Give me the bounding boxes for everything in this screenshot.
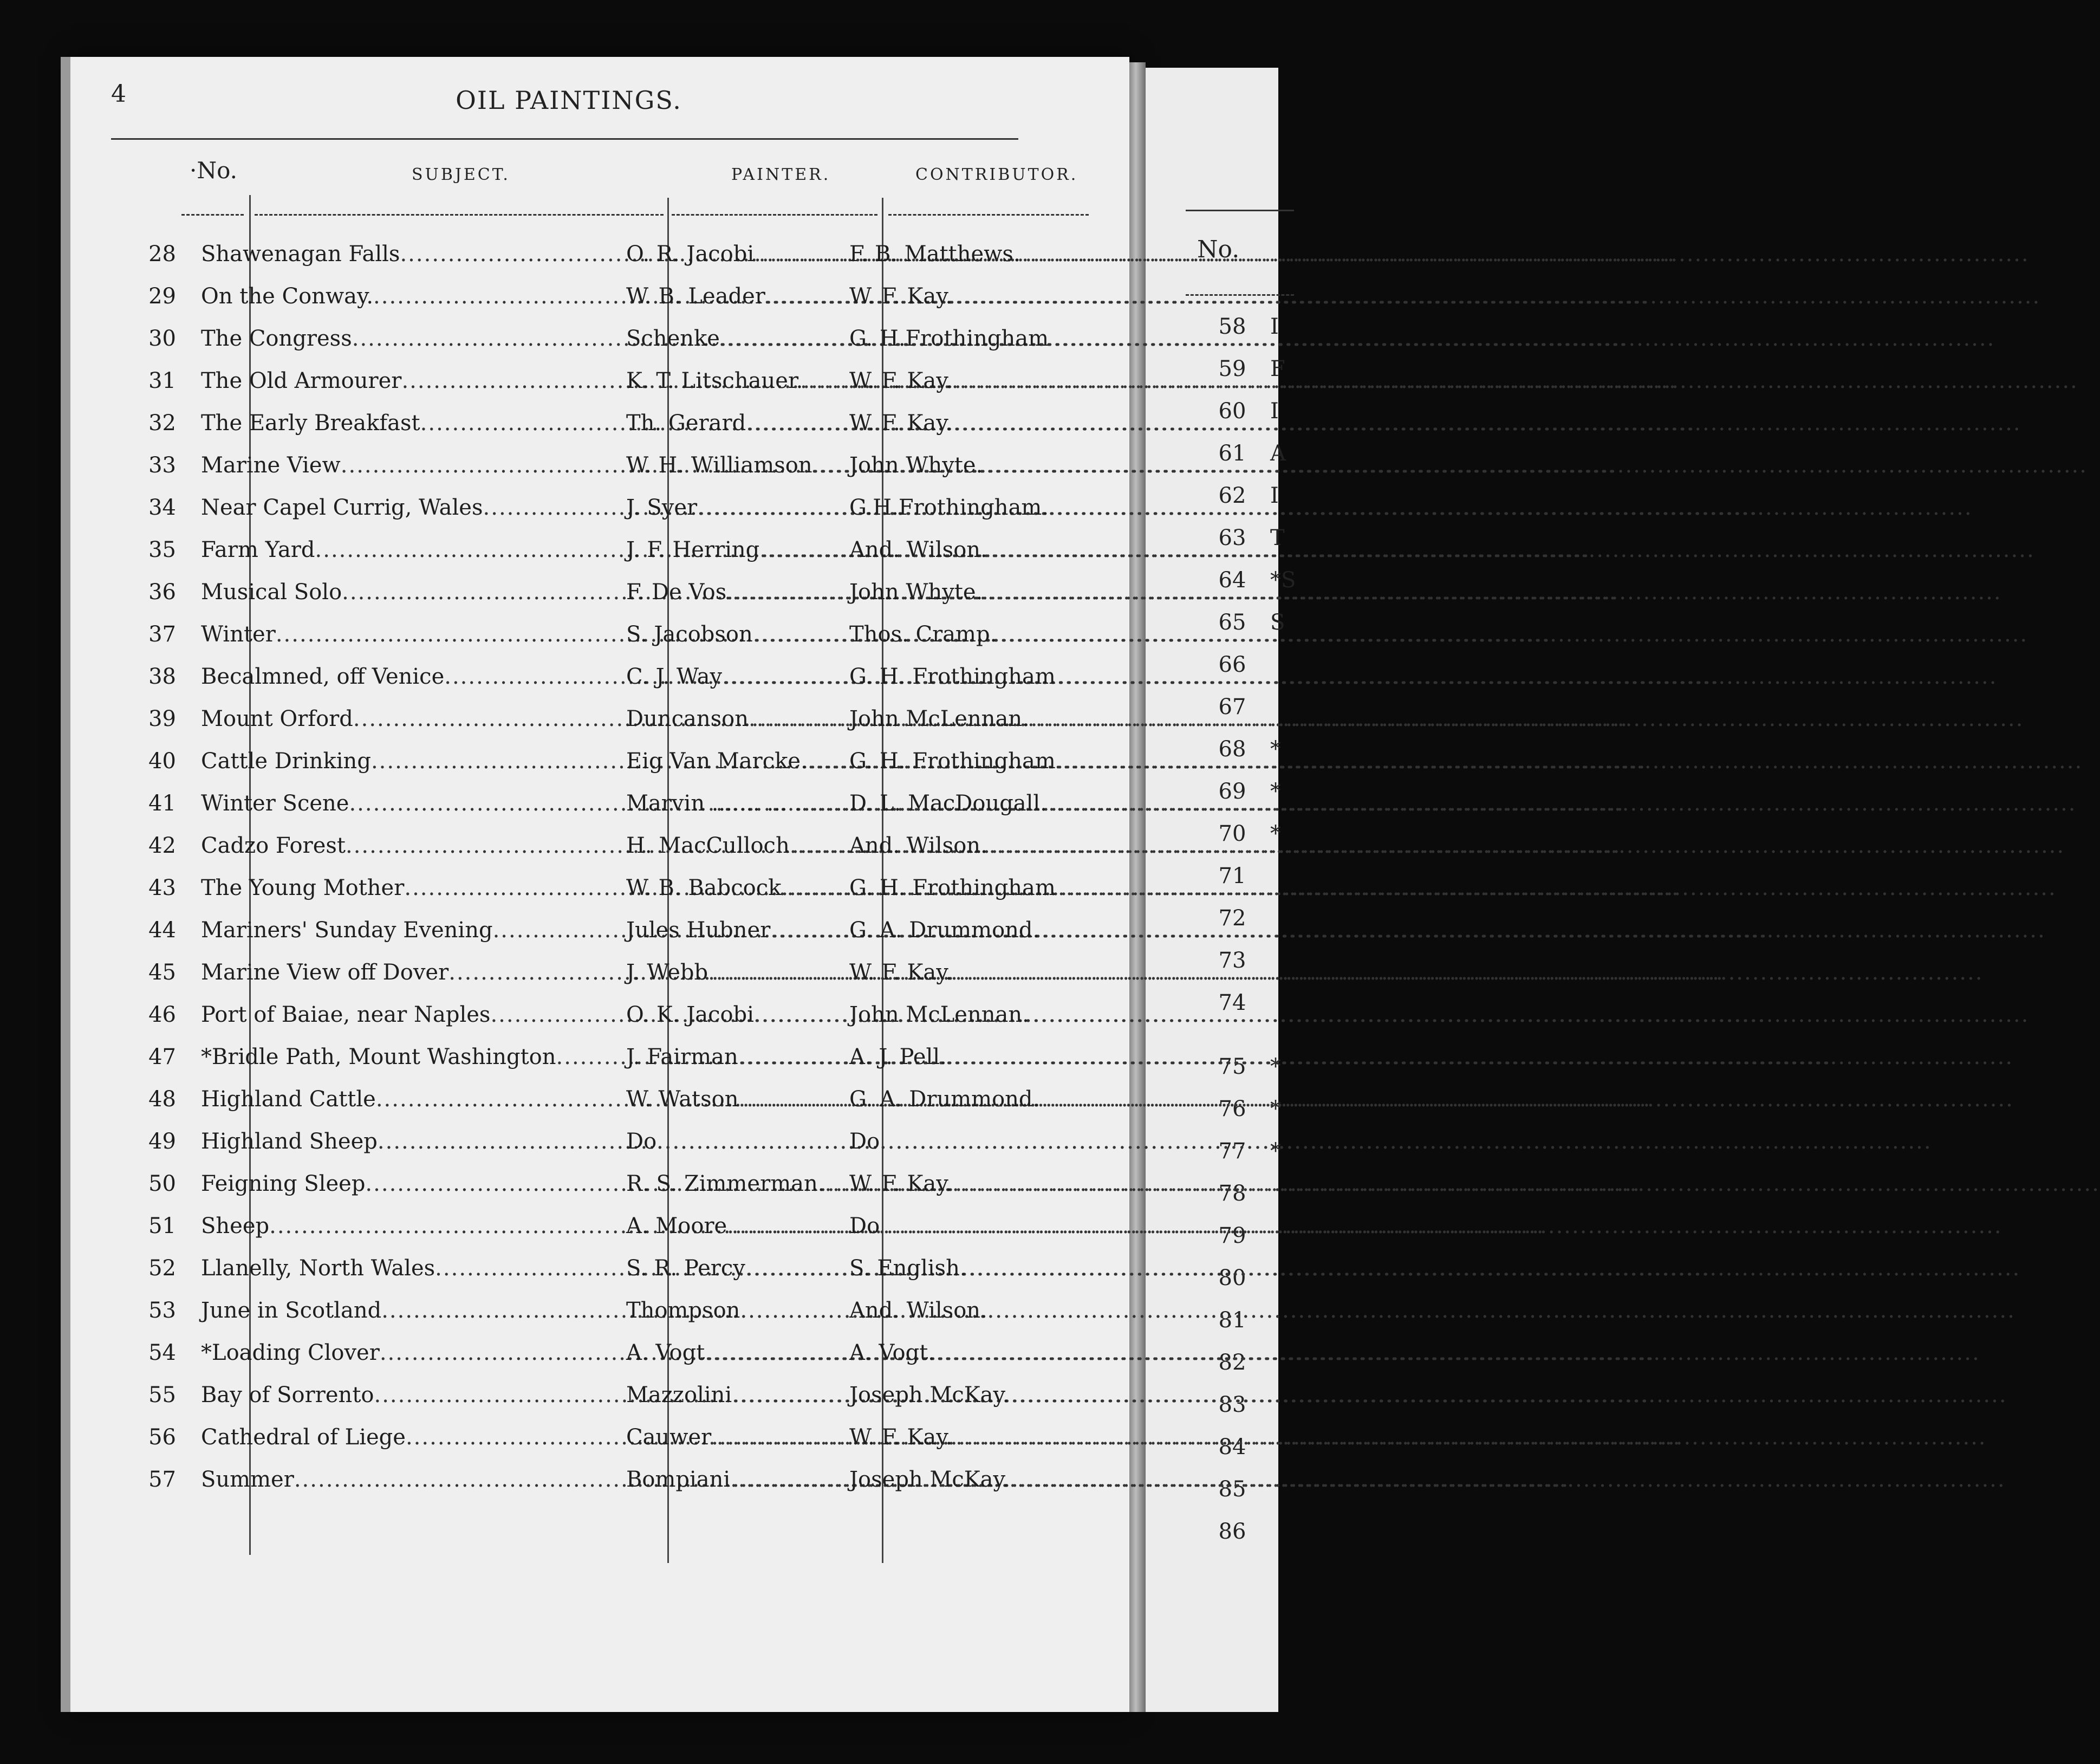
row-subject-cell	[189, 571, 615, 613]
row-painter: F. De Vos	[626, 580, 727, 605]
row-painter-cell	[615, 994, 837, 1036]
title-rule	[111, 138, 1018, 140]
header-dash	[181, 214, 244, 216]
row-subject-cell	[189, 1163, 615, 1205]
row-subject-cell	[189, 529, 615, 571]
table-row	[116, 1120, 1052, 1163]
row-subject: Cathedral of Liege	[201, 1425, 406, 1450]
row-painter-cell	[615, 1374, 837, 1416]
table-row	[116, 1036, 1052, 1078]
row-number: 44	[148, 918, 176, 943]
facing-row-number: 69	[1218, 779, 1246, 804]
row-painter: J. Syer	[626, 495, 698, 520]
row-contributor: G. A. Drummond.	[849, 918, 1040, 943]
row-subject: *Bridle Path, Mount Washington	[201, 1045, 556, 1069]
leader-dots	[803, 368, 2078, 393]
row-painter-cell	[615, 1120, 837, 1163]
row-subject-cell	[189, 275, 615, 317]
row-painter: O. K. Jacobi	[626, 1002, 754, 1027]
row-number: 53	[148, 1298, 176, 1323]
facing-row-number: 61	[1218, 441, 1246, 466]
table-row	[116, 698, 1052, 740]
row-number: 49	[148, 1129, 176, 1154]
row-painter-cell	[615, 656, 837, 698]
row-painter-cell	[615, 487, 837, 529]
table-row	[116, 317, 1052, 360]
row-painter: W. H. Williamson	[626, 453, 812, 478]
table-row	[116, 1247, 1052, 1289]
row-painter-cell	[615, 360, 837, 402]
row-painter-cell	[615, 233, 837, 275]
header-dash	[255, 214, 664, 216]
facing-row-number: 78	[1218, 1181, 1246, 1206]
table-row	[116, 275, 1052, 317]
row-subject: June in Scotland	[201, 1298, 382, 1323]
row-contributor: John Whyte.	[849, 453, 983, 478]
table-row	[116, 782, 1052, 825]
row-subject-cell	[189, 1289, 615, 1332]
row-subject-cell	[189, 867, 615, 909]
table-row	[116, 909, 1052, 951]
row-painter-cell	[615, 1332, 837, 1374]
facing-row-number: 67	[1218, 695, 1246, 719]
header-dash	[672, 214, 877, 216]
row-painter: Duncanson	[626, 706, 749, 731]
facing-row-number: 83	[1218, 1392, 1246, 1417]
row-number: 48	[148, 1087, 176, 1112]
table-row	[116, 1332, 1052, 1374]
row-painter-cell	[615, 529, 837, 571]
row-subject-cell	[189, 656, 615, 698]
header-painter: PAINTER.	[731, 165, 831, 184]
row-painter-cell	[615, 444, 837, 487]
row-subject: Highland Cattle	[201, 1087, 376, 1112]
row-painter-cell	[615, 317, 837, 360]
table-row	[116, 613, 1052, 656]
facing-page-no-header: No.	[1197, 236, 1240, 263]
row-number: 29	[148, 284, 176, 309]
row-subject-cell	[189, 487, 615, 529]
row-painter: Schenke	[626, 326, 720, 351]
row-number: 47	[148, 1045, 176, 1069]
row-subject-cell	[189, 233, 615, 275]
row-contributor: W. F. Kay.	[849, 284, 953, 309]
row-subject-cell	[189, 1205, 615, 1247]
header-subject: SUBJECT.	[412, 165, 510, 184]
facing-row-number: 60	[1218, 399, 1246, 424]
row-subject: Summer	[201, 1467, 294, 1492]
table-row	[116, 825, 1052, 867]
row-subject: Musical Solo	[201, 580, 342, 605]
row-number: 46	[148, 1002, 176, 1027]
row-painter: O. R. Jacobi	[626, 242, 755, 267]
table-row	[116, 740, 1052, 782]
row-painter-cell	[615, 1289, 837, 1332]
row-painter-cell	[615, 951, 837, 994]
facing-row-number: 86	[1218, 1519, 1246, 1544]
row-subject-cell	[189, 444, 615, 487]
row-contributor: And. Wilson.	[849, 833, 987, 858]
row-painter: S. R. Percy	[626, 1256, 745, 1281]
row-subject: Highland Sheep	[201, 1129, 378, 1154]
row-contributor: G. A. Drummond.	[849, 1087, 1040, 1112]
row-contributor: W. F. Kay.	[849, 1425, 953, 1450]
paintings-table	[116, 233, 1056, 1501]
header-no: ·No.	[190, 157, 237, 184]
row-contributor: W. F. Kay.	[849, 1171, 953, 1196]
row-contributor: S. English.	[849, 1256, 967, 1281]
row-subject-cell	[189, 1332, 615, 1374]
row-subject: Shawenagan Falls	[201, 242, 400, 267]
row-contributor: D. L. MacDougall.	[849, 791, 1047, 816]
row-painter: Do	[626, 1129, 657, 1154]
row-contributor: John McLennan.	[849, 1002, 1029, 1027]
row-painter: Mazzolini	[626, 1383, 732, 1408]
row-painter-cell	[615, 1078, 837, 1120]
facing-row-number: 63	[1218, 526, 1246, 550]
row-contributor: F. B. Matthews.	[849, 242, 1020, 267]
row-number: 50	[148, 1171, 176, 1196]
row-number: 28	[148, 242, 176, 267]
row-painter: K. T. Litschauer.	[626, 368, 803, 393]
row-subject-cell	[189, 1247, 615, 1289]
facing-row-number: 65	[1218, 610, 1246, 635]
row-number: 37	[148, 622, 176, 647]
row-subject: The Old Armourer	[201, 368, 402, 393]
facing-row-number: 64	[1218, 568, 1246, 593]
row-painter-cell	[615, 1458, 837, 1501]
table-row	[116, 1374, 1052, 1416]
row-number: 52	[148, 1256, 176, 1281]
row-subject: Port of Baiae, near Naples	[201, 1002, 491, 1027]
row-painter: J. Webb	[626, 960, 708, 985]
facing-row-number: 80	[1218, 1266, 1246, 1290]
facing-row-cut-text: A	[1270, 441, 1286, 466]
facing-row-cut-text: F	[1270, 356, 1285, 381]
row-painter: Bompiani	[626, 1467, 731, 1492]
row-subject-cell	[189, 698, 615, 740]
facing-row-number: 66	[1218, 652, 1246, 677]
table-row	[116, 1163, 1052, 1205]
row-painter: S. Jacobson	[626, 622, 753, 647]
row-painter: A. Moore	[626, 1214, 727, 1238]
row-contributor: Joseph McKay.	[849, 1467, 1010, 1492]
facing-row-number: 72	[1218, 906, 1246, 931]
facing-row-number: 84	[1218, 1435, 1246, 1460]
row-subject: On the Conway.	[201, 284, 374, 309]
facing-row-cut-text: T	[1270, 526, 1285, 550]
row-subject: Llanelly, North Wales	[201, 1256, 435, 1281]
table-row	[116, 1416, 1052, 1458]
row-painter-cell	[615, 1036, 837, 1078]
row-number: 38	[148, 664, 176, 689]
row-subject-cell	[189, 1374, 615, 1416]
row-contributor: Joseph McKay.	[849, 1383, 1010, 1408]
facing-row-number: 81	[1218, 1308, 1246, 1333]
row-subject: Feigning Sleep	[201, 1171, 366, 1196]
row-number: 30	[148, 326, 176, 351]
row-painter: A. Vogt	[626, 1340, 705, 1365]
row-painter-cell	[615, 740, 837, 782]
facing-page-rule	[1186, 210, 1294, 211]
row-number: 55	[148, 1383, 176, 1408]
row-contributor: W. F. Kay.	[849, 411, 953, 436]
row-contributor: A. J. Pell.	[849, 1045, 947, 1069]
row-subject: Marine View off Dover	[201, 960, 449, 985]
row-contributor: G. H.Frothingham	[849, 326, 1049, 351]
row-painter-cell	[615, 1205, 837, 1247]
row-contributor: Do	[849, 1214, 880, 1238]
header-dash	[888, 214, 1089, 216]
row-painter: W. Watson	[626, 1087, 739, 1112]
row-subject-cell	[189, 994, 615, 1036]
row-subject: Farm Yard	[201, 537, 315, 562]
row-painter: J. Fairman	[626, 1045, 738, 1069]
row-subject: Marine View	[201, 453, 341, 478]
row-painter-cell	[615, 1163, 837, 1205]
row-painter-cell	[615, 402, 837, 444]
table-row	[116, 1289, 1052, 1332]
facing-row-number: 76	[1218, 1097, 1246, 1121]
row-subject: Mount Orford	[201, 706, 353, 731]
row-contributor: A. Vogt.	[849, 1340, 935, 1365]
leader-dots	[812, 453, 2088, 478]
facing-row-number: 75	[1218, 1054, 1246, 1079]
row-number: 36	[148, 580, 176, 605]
row-subject: The Congress	[201, 326, 352, 351]
row-subject-cell	[189, 1458, 615, 1501]
row-subject: Bay of Sorrento	[201, 1383, 374, 1408]
row-number: 40	[148, 749, 176, 774]
table-row	[116, 1205, 1052, 1247]
row-painter-cell	[615, 825, 837, 867]
facing-row-cut-text: I	[1270, 483, 1279, 508]
row-number: 31	[148, 368, 176, 393]
row-subject: Winter	[201, 622, 276, 647]
row-number: 35	[148, 537, 176, 562]
row-subject: Cattle Drinking	[201, 749, 371, 774]
row-painter: J. F. Herring	[626, 537, 760, 562]
row-contributor: W. F. Kay.	[849, 960, 953, 985]
facing-row-number: 73	[1218, 948, 1246, 973]
facing-row-cut-text: *	[1270, 1054, 1281, 1079]
facing-row-number: 77	[1218, 1139, 1246, 1164]
row-number: 56	[148, 1425, 176, 1450]
table-row	[116, 487, 1052, 529]
facing-row-cut-text: *	[1270, 779, 1281, 804]
row-contributor: John McLennan.	[849, 706, 1029, 731]
row-number: 33	[148, 453, 176, 478]
row-subject: Near Capel Currig, Wales	[201, 495, 483, 520]
table-row	[116, 994, 1052, 1036]
row-subject-cell	[189, 909, 615, 951]
table-row	[116, 1458, 1052, 1501]
row-painter: Cauwer	[626, 1425, 712, 1450]
row-painter: R. S. Zimmerman.	[626, 1171, 825, 1196]
row-painter-cell	[615, 782, 837, 825]
row-number: 42	[148, 833, 176, 858]
row-contributor: G. H. Frothingham	[849, 875, 1056, 900]
row-contributor: G. H. Frothingham	[849, 749, 1056, 774]
table-row	[116, 529, 1052, 571]
row-subject-cell	[189, 1036, 615, 1078]
facing-row-cut-text: *	[1270, 1097, 1281, 1121]
table-row	[116, 1078, 1052, 1120]
facing-row-cut-text: S	[1270, 610, 1285, 635]
row-painter-cell	[615, 867, 837, 909]
row-contributor: And. Wilson.	[849, 1298, 987, 1323]
row-subject-cell	[189, 740, 615, 782]
row-number: 43	[148, 875, 176, 900]
row-painter-cell	[615, 571, 837, 613]
leader-dots	[824, 1171, 2099, 1196]
row-contributor: And. Wilson.	[849, 537, 987, 562]
row-painter: H. MacCulloch	[626, 833, 790, 858]
facing-row-number: 79	[1218, 1223, 1246, 1248]
row-number: 57	[148, 1467, 176, 1492]
row-number: 34	[148, 495, 176, 520]
row-painter-cell	[615, 275, 837, 317]
row-subject: Becalmned, off Venice	[201, 664, 445, 689]
header-contributor: CONTRIBUTOR.	[915, 165, 1078, 184]
table-row	[116, 360, 1052, 402]
row-number: 54	[148, 1340, 176, 1365]
row-contributor: W. F. Kay.	[849, 368, 953, 393]
row-number: 32	[148, 411, 176, 436]
row-painter: Eig Van Marcke.	[626, 749, 808, 774]
row-subject-cell	[189, 1416, 615, 1458]
table-row	[116, 951, 1052, 994]
leader-dots	[765, 284, 2040, 309]
facing-row-cut-text: *S	[1270, 568, 1296, 593]
facing-row-number: 82	[1218, 1350, 1246, 1375]
table-row	[116, 233, 1052, 275]
row-subject-cell	[189, 951, 615, 994]
row-subject-cell	[189, 402, 615, 444]
facing-row-number: 59	[1218, 356, 1246, 381]
row-subject-cell	[189, 613, 615, 656]
row-number: 45	[148, 960, 176, 985]
facing-row-cut-text: *	[1270, 1139, 1281, 1164]
row-subject-cell	[189, 317, 615, 360]
row-subject-cell	[189, 825, 615, 867]
row-contributor: John Whyte.	[849, 580, 983, 605]
row-painter-cell	[615, 613, 837, 656]
row-painter: W. B. Babcock	[626, 875, 782, 900]
table-row	[116, 402, 1052, 444]
facing-row-number: 71	[1218, 864, 1246, 889]
page-title: OIL PAINTINGS.	[456, 86, 682, 115]
row-subject: Mariners' Sunday Evening	[201, 918, 493, 943]
leader-dots	[656, 1129, 1932, 1154]
row-subject: *Loading Clover	[201, 1340, 380, 1365]
row-painter-cell	[615, 909, 837, 951]
row-painter: Jules Hubner	[626, 918, 771, 943]
facing-row-number: 74	[1218, 990, 1246, 1015]
facing-row-cut-text: *	[1270, 737, 1281, 762]
row-contributor: Do	[849, 1129, 880, 1154]
row-contributor: G. H. Frothingham	[849, 664, 1056, 689]
row-painter: W. B. Leader	[626, 284, 765, 309]
row-subject-cell	[189, 1078, 615, 1120]
leader-dots	[727, 1214, 2002, 1238]
facing-row-number: 70	[1218, 821, 1246, 846]
row-subject-cell	[189, 1120, 615, 1163]
row-painter: C. J. Way	[626, 664, 723, 689]
row-subject: Cadzo Forest	[201, 833, 346, 858]
row-number: 41	[148, 791, 176, 816]
row-contributor: Thos. Cramp.	[849, 622, 997, 647]
table-row	[116, 867, 1052, 909]
facing-row-cut-text: I	[1270, 399, 1279, 424]
row-painter-cell	[615, 1416, 837, 1458]
row-painter-cell	[615, 1247, 837, 1289]
row-painter: Thompson	[626, 1298, 740, 1323]
row-painter: Marvin ....... ... .	[626, 791, 802, 816]
facing-row-cut-text: I	[1270, 314, 1279, 339]
row-subject-cell	[189, 782, 615, 825]
row-subject: Sheep	[201, 1214, 270, 1238]
row-painter-cell	[615, 698, 837, 740]
row-contributor: G.H.Frothingham.	[849, 495, 1049, 520]
facing-row-number: 58	[1218, 314, 1246, 339]
row-subject: The Early Breakfast	[201, 411, 420, 436]
facing-row-cut-text: *	[1270, 821, 1281, 846]
facing-row-number: 62	[1218, 483, 1246, 508]
facing-row-number: 85	[1218, 1477, 1246, 1502]
row-number: 51	[148, 1214, 176, 1238]
row-number: 39	[148, 706, 176, 731]
table-row	[116, 656, 1052, 698]
row-subject: Winter Scene	[201, 791, 349, 816]
facing-row-number: 68	[1218, 737, 1246, 762]
table-row	[116, 571, 1052, 613]
row-painter: Th. Gerard	[626, 411, 746, 436]
row-subject-cell	[189, 360, 615, 402]
row-subject: The Young Mother	[201, 875, 405, 900]
table-row	[116, 444, 1052, 487]
page-number: 4	[111, 80, 126, 108]
